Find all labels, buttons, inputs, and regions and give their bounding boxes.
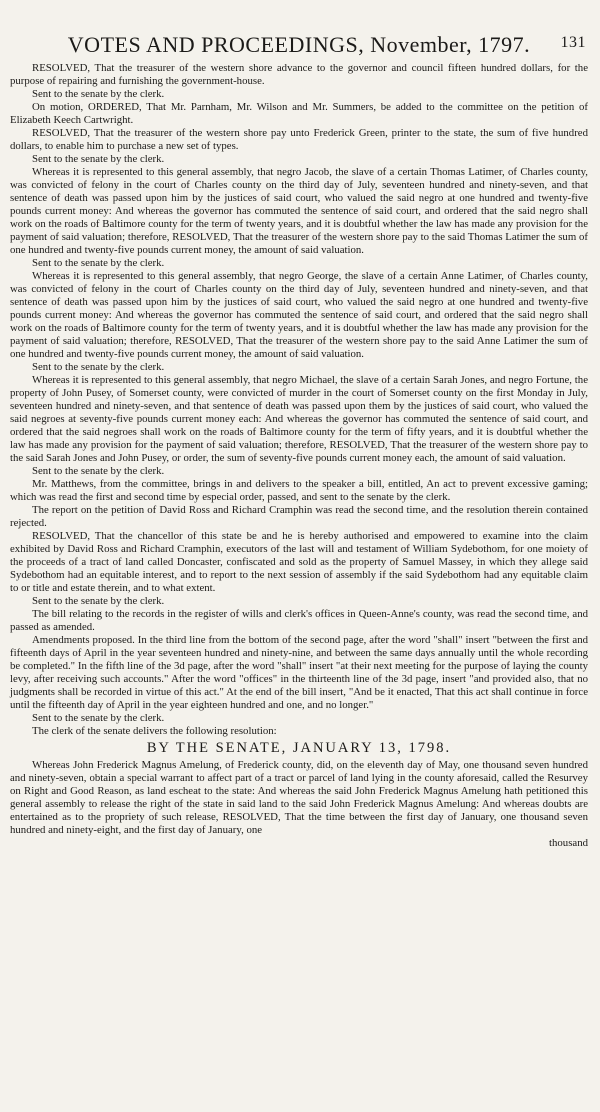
catchword: thousand	[549, 837, 588, 849]
paragraph: Mr. Matthews, from the committee, brings in and delivers to the speaker a bill, entitled, An act to prevent excessive gaming; which was read the first and second time by especial order, passed, and sent to the senate by the clerk.	[10, 478, 588, 503]
paragraph: Whereas it is represented to this general assembly, that negro Jacob, the slave of a certain Thomas Latimer, of Charles county, was convicted of felony in the court of Charles county on the third day of July, seventeen hundred and ninety-seven, and that sentence of death was passed upon him by the justices of said court, who valued the said negro at one hundred and twenty-five pounds current money: And whereas the governor has commuted the sentence of said court, and ordered that the said negro shall work on the roads of Baltimore county for the term of twenty years, and it is doubtful whether the law has made any provision for the payment of said valuation; therefore, RESOLVED, That the treasurer of the western shore pay to the said Thomas Latimer the sum of one hundred and twenty-five pounds current money, the amount of said valuation.	[10, 166, 588, 256]
paragraph: Amendments proposed. In the third line from the bottom of the second page, after the word "shall" insert "between the first and fifteenth days of April in the year seventeen hundred and ninety-nine, and between the same days annually until the whole recording be completed." In the fifth line of the 3d page, after the word "shall" insert "at their next meeting for the purpose of laying the county levy, after receiving such accounts." After the word "offices" in the thirteenth line of the 3d page, insert "and provided also, that no judgments shall be recorded in virtue of this act." At the end of the bill insert, "And be it enacted, That this act shall continue in force until the fifteenth day of April in the year eighteen hundred and one, and no longer."	[10, 634, 588, 711]
senate-heading: BY THE SENATE, JANUARY 13, 1798.	[146, 740, 452, 756]
paragraph: Whereas it is represented to this general assembly, that negro Michael, the slave of a certain Sarah Jones, and negro Fortune, the property of John Pusey, of Somerset county, were convicted of murder in the court of Somerset county on the first Monday in July, seventeen hundred and ninety-seven, and that sentence of death was passed upon them by the justices of said court, who valued the said negroes at seventy-five pounds current money each: And whereas the governor has commuted the sentence of said court, and ordered that the said negroes shall work on the roads of Baltimore county for the term of fifty years, and it is doubtful whether the law has made any provision for the payment of said valuation; therefore, RESOLVED, That the treasurer of the western shore pay to the said Sarah Jones and John Pusey, or order, the sum of seventy-five pounds current money each, the amount of said valuation.	[10, 374, 588, 464]
paragraph: Sent to the senate by the clerk.	[32, 153, 165, 165]
page-header	[10, 28, 588, 62]
paragraph: The clerk of the senate delivers the following resolution:	[32, 725, 277, 737]
body-text	[10, 62, 588, 850]
paragraph: RESOLVED, That the treasurer of the western shore advance to the governor and council fifteen hundred dollars, for the purpose of repairing and furnishing the government-house.	[10, 62, 588, 87]
paragraph: Sent to the senate by the clerk.	[32, 465, 165, 477]
paragraph: The report on the petition of David Ross and Richard Cramphin was read the second time, and the resolution therein contained rejected.	[10, 504, 588, 529]
paragraph: Sent to the senate by the clerk.	[32, 88, 165, 100]
paragraph: Whereas it is represented to this general assembly, that negro George, the slave of a certain Anne Latimer, of Charles county, was convicted of felony in the court of Charles county on the third day of July, seventeen hundred and ninety-seven, and that sentence of death was passed upon him by the justices of said court, who valued the said negro at one hundred and twenty-five pounds current money: And whereas the governor has commuted the sentence of said court, and ordered that the said negro shall work on the roads of Baltimore county for the term of twenty years, and it is doubtful whether the law has made any provision for the payment of said valuation; therefore, RESOLVED, That the treasurer of the western shore pay to the said Anne Latimer the sum of one hundred and twenty-five pounds current money, the amount of said valuation.	[10, 270, 588, 360]
paragraph: On motion, ORDERED, That Mr. Parnham, Mr. Wilson and Mr. Summers, be added to the committee on the petition of Elizabeth Keech Cartwright.	[10, 101, 588, 126]
paragraph: Sent to the senate by the clerk.	[32, 595, 165, 607]
paragraph: RESOLVED, That the chancellor of this state be and he is hereby authorised and empowered to examine into the claim exhibited by David Ross and Richard Cramphin, executors of the last will and testament of William Sydebothom, for one moiety of the proceeds of a tract of land called Doncaster, confiscated and sold as the property of Samuel Massey, in which they allege said Sydebothom had an equitable interest, and to report to the next session of assembly if the said Sydebothom had any equitable claim to or title and estate therein, and to what extent.	[10, 530, 588, 594]
paragraph: Sent to the senate by the clerk.	[32, 361, 165, 373]
paragraph: The bill relating to the records in the register of wills and clerk's offices in Queen-Anne's county, was read the second time, and passed as amended.	[10, 608, 588, 633]
running-head: VOTES AND PROCEEDINGS, November, 1797.	[67, 32, 531, 57]
paragraph: RESOLVED, That the treasurer of the western shore pay unto Frederick Green, printer to the state, the sum of five hundred dollars, to enable him to purchase a new set of types.	[10, 127, 588, 152]
paragraph: Sent to the senate by the clerk.	[32, 712, 165, 724]
final-paragraph: Whereas John Frederick Magnus Amelung, of Frederick county, did, on the eleventh day of May, one thousand seven hundred and ninety-seven, obtain a special warrant to affect part of a tract or parcel of land lying in the county aforesaid, called the Resurvey on Right and Good Reason, as land escheat to the state: And whereas the said John Frederick Magnus Amelung hath petitioned this general assembly to release the right of the state in said land to the said John Frederick Magnus Amelung: And whereas doubts are entertained as to the propriety of such release, RESOLVED, That the time between the first day of January, one thousand seven hundred and ninety-eight, and the first day of January, one	[10, 759, 588, 836]
paragraph: Sent to the senate by the clerk.	[32, 257, 165, 269]
page-number: 131	[560, 34, 586, 51]
